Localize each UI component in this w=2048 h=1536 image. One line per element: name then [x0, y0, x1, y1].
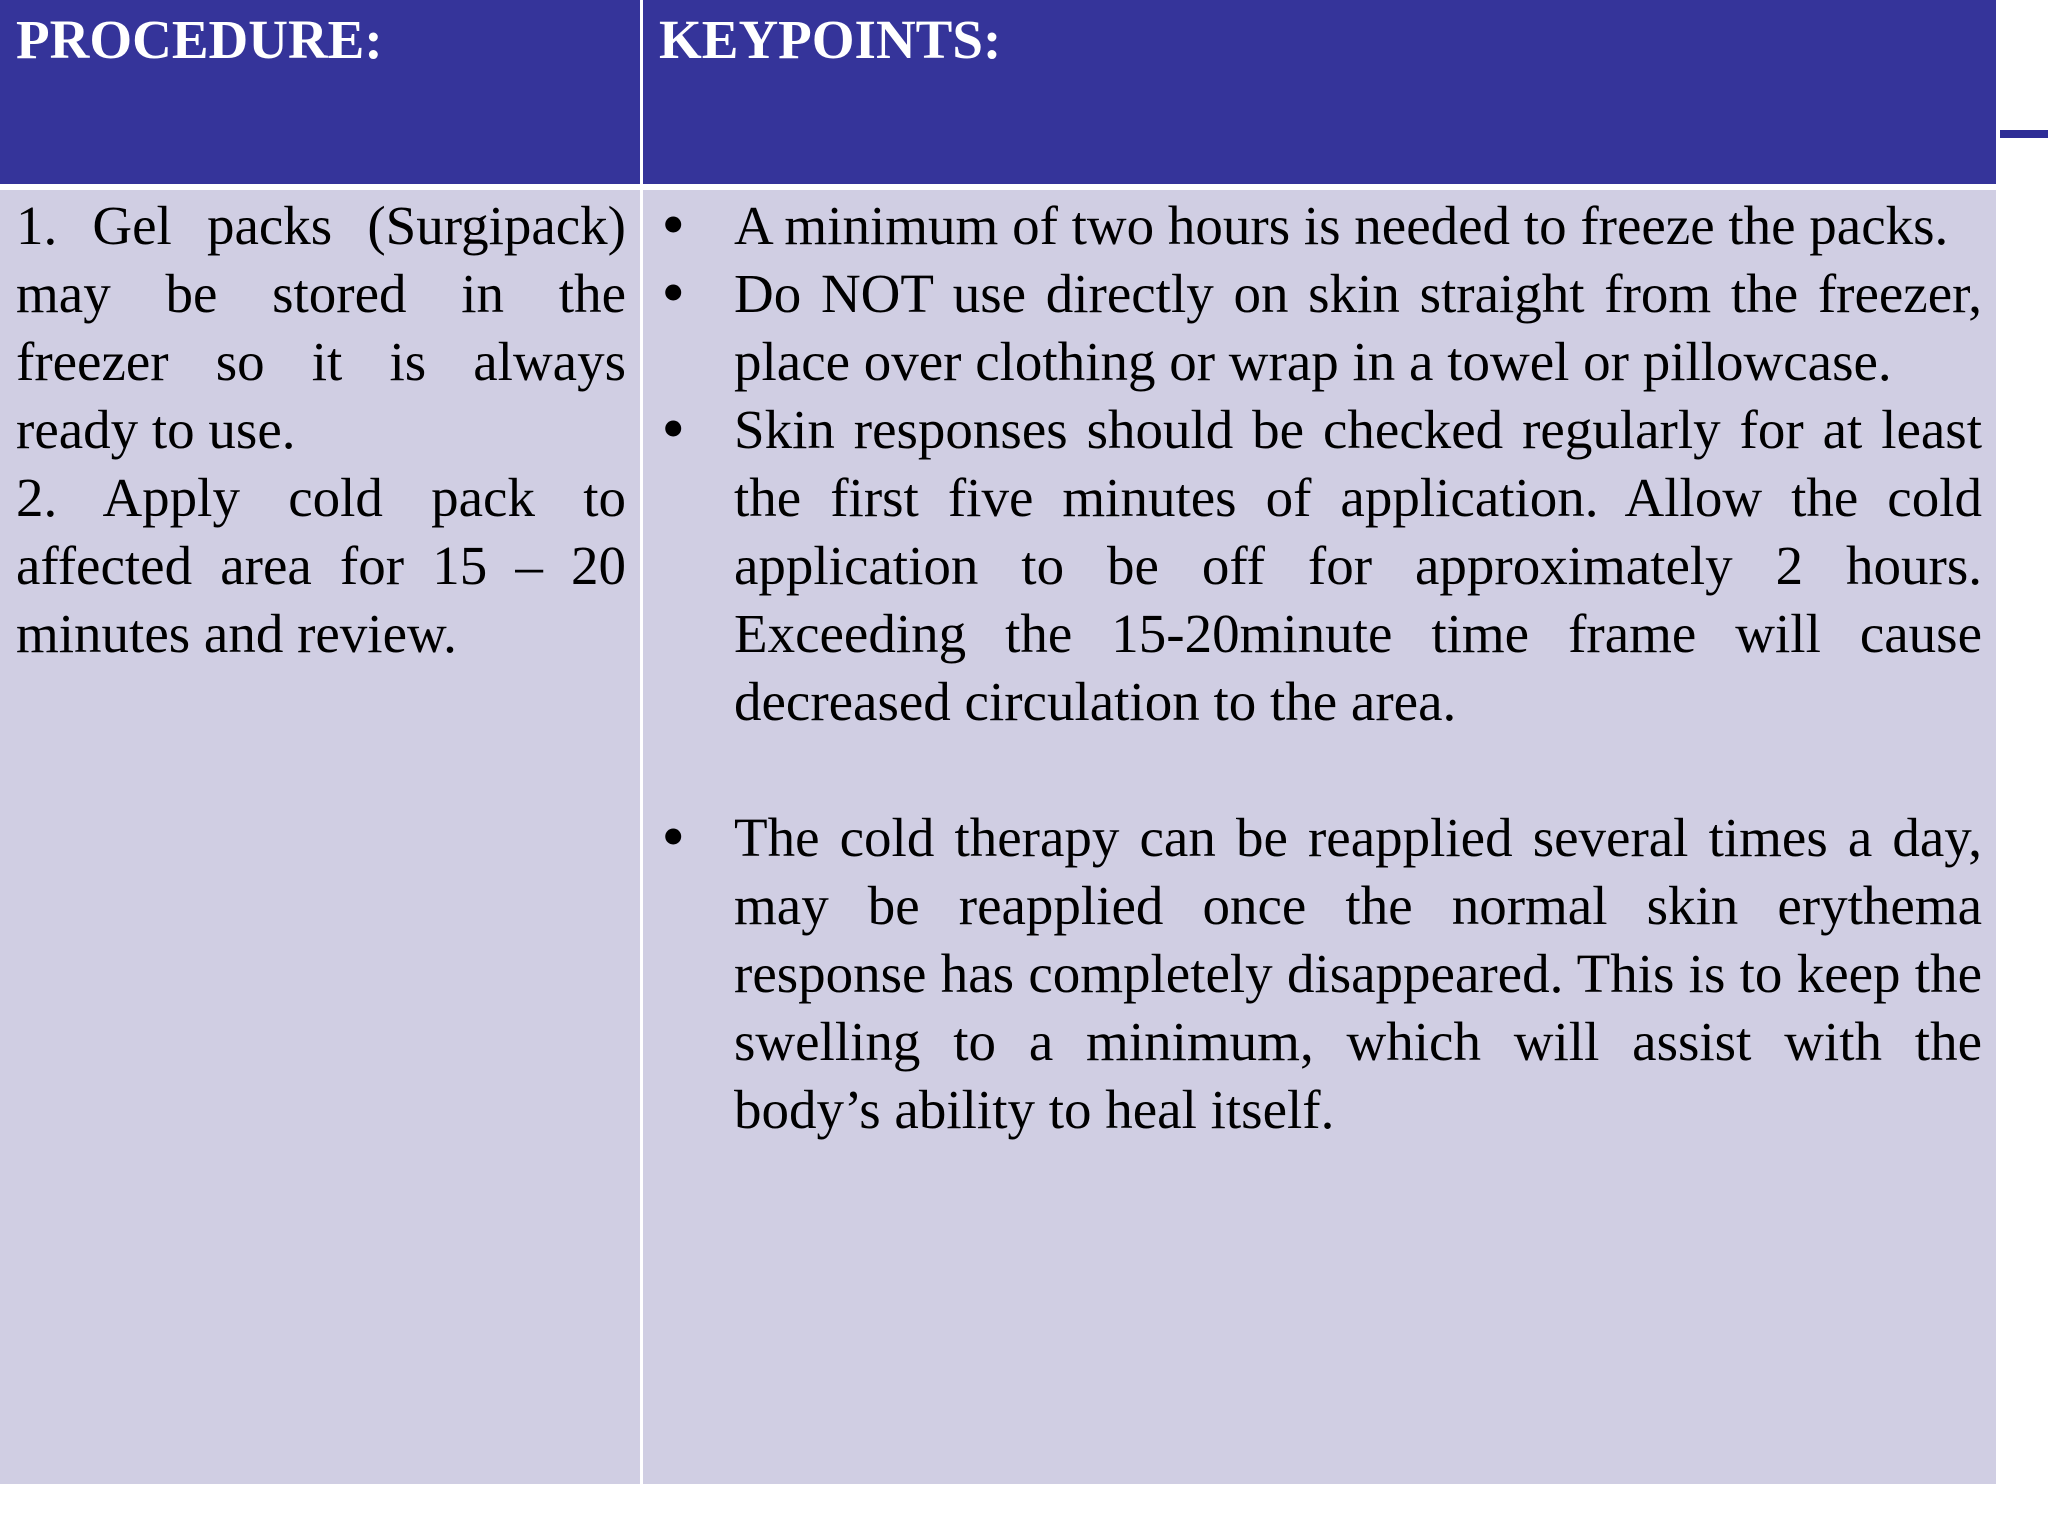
keypoints-header: [643, 0, 1996, 184]
keypoints-header-label: KEYPOINTS:: [659, 9, 1002, 70]
bullet-icon: •: [657, 262, 690, 326]
bullet-icon: •: [657, 806, 690, 870]
procedure-header-label: PROCEDURE:: [16, 9, 383, 70]
keypoint-text: Skin responses should be checked regularly for at least the first five minutes of application. Allow the cold application to be off for approximately 2 hours. Exceeding the 15-20minute time frame will cause decreased circulation to the area.: [734, 399, 1982, 732]
procedure-cell: [0, 190, 640, 1484]
keypoint-item: [643, 260, 1982, 396]
procedure-header: [0, 0, 640, 184]
keypoint-text: The cold therapy can be reapplied several times a day, may be reapplied once the normal skin erythema response has completely disappeared. This is to keep the swelling to a minimum, which will assist with the body’s ability to heal itself.: [734, 807, 1982, 1140]
bullet-icon: •: [657, 194, 690, 258]
accent-line: [2000, 130, 2048, 138]
keypoint-text: Do NOT use directly on skin straight from the freezer, place over clothing or wrap in a towel or pillowcase.: [734, 263, 1982, 392]
keypoint-item: [643, 804, 1982, 1144]
keypoints-cell: [643, 190, 1996, 1484]
procedure-step: 1. Gel packs (Surgipack) may be stored in the freezer so it is always ready to use.: [16, 195, 626, 460]
procedure-step: 2. Apply cold pack to affected area for 15 – 20 minutes and review.: [16, 467, 626, 664]
keypoint-item: [643, 396, 1982, 736]
keypoints-list: [643, 192, 1982, 1144]
bullet-icon: •: [657, 398, 690, 462]
keypoint-item: [643, 192, 1982, 260]
keypoint-text: A minimum of two hours is needed to freeze the packs.: [734, 195, 1949, 256]
